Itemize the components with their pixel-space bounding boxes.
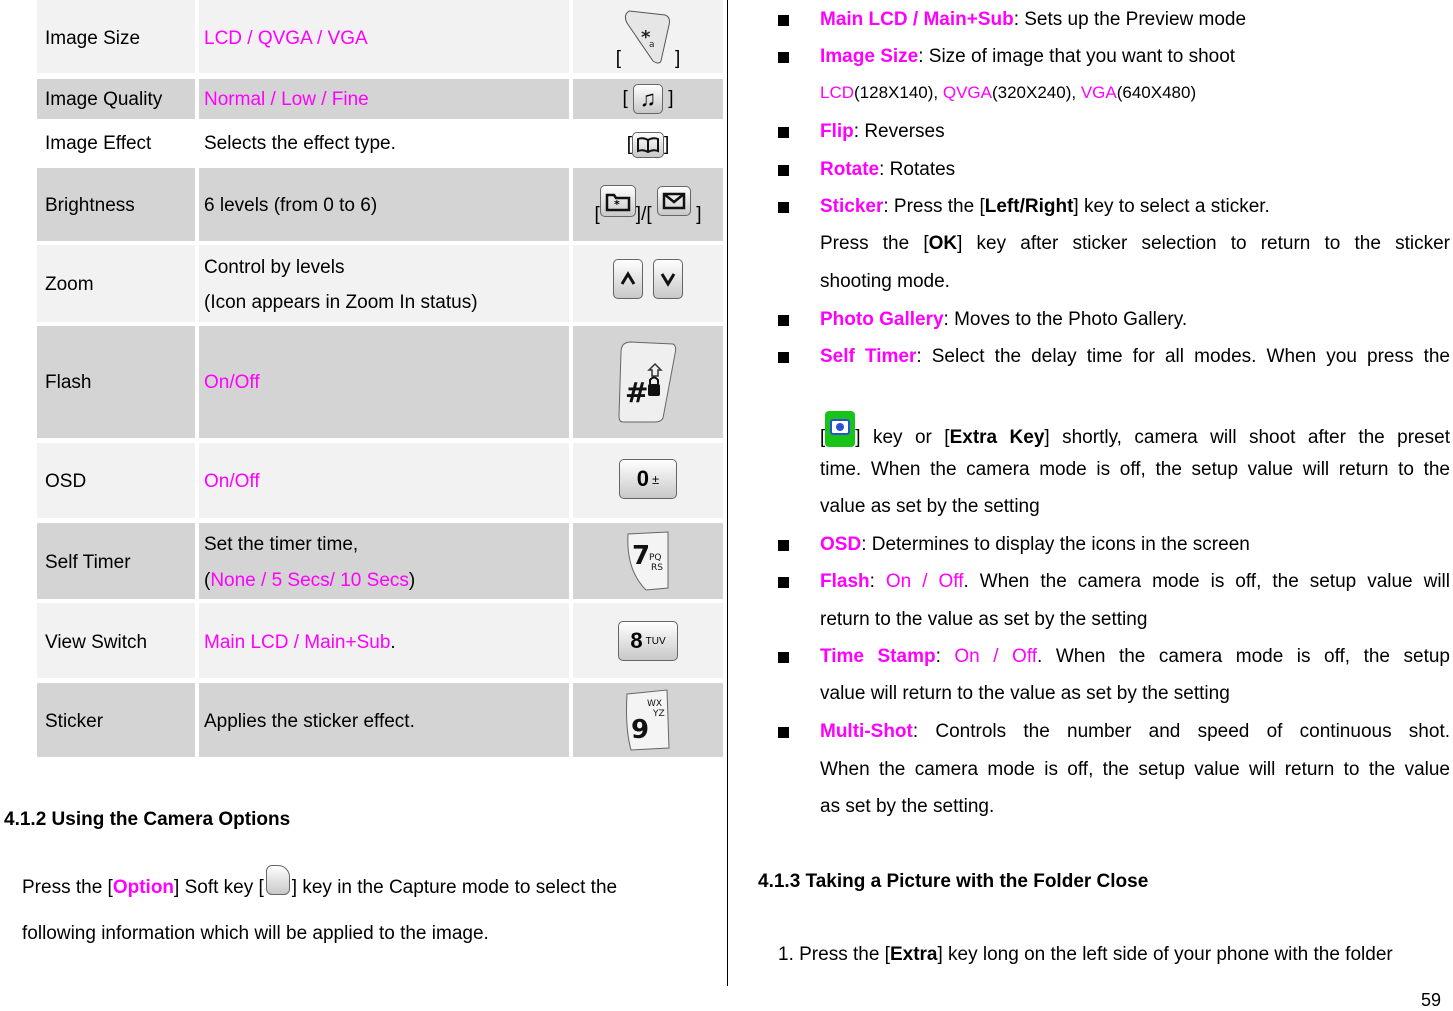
option-name: OSD [45,471,87,492]
svg-text:9: 9 [631,715,650,745]
bullet-icon [778,15,789,26]
table-row [37,443,723,518]
option-desc-line1: Control by levels [204,257,345,278]
bullet-icon [778,540,789,551]
item-image-size-values: LCD(128X140), QVGA(320X240), VGA(640X480) [820,83,1197,102]
folder-key-icon [600,185,636,217]
svg-text:a: a [649,40,655,50]
svg-text:RS: RS [651,563,663,573]
table-row [37,326,723,438]
item-main-lcd: Main LCD / Main+Sub: Sets up the Preview mode [820,9,1247,30]
down-arrow-icon [653,259,683,299]
brightness-key-icons: [ * ]/[ ] [573,176,723,226]
section-heading-4-1-2: 4.1.2 Using the Camera Options [4,809,291,830]
star-key-icon: [ * a ] [573,4,723,70]
zero-key-icon: 0 ± [573,459,723,499]
hash-lock-key-icon [573,340,723,424]
item-multi-shot-line3: as set by the setting. [820,796,995,817]
table-row [37,0,723,73]
option-name: Self Timer [45,552,131,573]
envelope-key-icon [657,186,691,216]
svg-text:#: # [625,376,649,409]
option-name: View Switch [45,632,148,653]
bullet-icon [778,727,789,738]
item-sticker-line3: shooting mode. [820,271,950,292]
seven-key-icon [573,530,723,592]
svg-text:WX: WX [647,699,663,709]
option-name: Image Effect [45,133,152,154]
option-desc: Normal / Low / Fine [204,89,369,110]
bullet-icon [778,352,789,363]
item-sticker: Sticker: Press the [Left/Right] key to select a sticker. [820,196,1270,217]
section-heading-4-1-3: 4.1.3 Taking a Picture with the Folder Close [758,871,1149,892]
option-name: Image Size [45,28,141,49]
item-time-stamp: Time Stamp: On / Off. When the camera mode is off, the setup [820,646,1450,667]
table-row [37,79,723,119]
table-row [37,523,723,599]
option-name: Flash [45,372,92,393]
eight-key-icon: 8 TUV [573,620,723,662]
item-self-timer-line3: time. When the camera mode is off, the setup value will return to the [820,459,1450,480]
nine-key-icon [573,688,723,752]
option-desc: On/Off [204,372,260,393]
svg-text:*: * [641,27,651,48]
bullet-icon [778,652,789,663]
bullet-icon [778,165,789,176]
bullet-icon [778,202,789,213]
music-key-icon: [ ♫ ] [573,82,723,116]
option-desc: Selects the effect type. [204,133,396,154]
page-number: 59 [1420,990,1441,1010]
item-self-timer: Self Timer: Select the delay time for all modes. When you press the [820,346,1450,367]
bullet-icon [778,315,789,326]
soft-key-icon [266,865,290,895]
svg-text:YZ: YZ [653,709,665,719]
item-multi-shot-line2: When the camera mode is off, the setup value will return to the value [820,759,1450,780]
up-arrow-icon [613,259,643,299]
bullet-icon [778,52,789,63]
svg-text:*: * [613,198,620,211]
instructions-line2: following information which will be applied to the image. [22,923,489,944]
item-multi-shot: Multi-Shot: Controls the number and speed of continuous shot. [820,721,1450,742]
table-row [37,245,723,322]
svg-text:7: 7 [632,541,651,571]
item-photo-gallery: Photo Gallery: Moves to the Photo Gallery. [820,309,1188,330]
svg-text:PQ: PQ [649,553,662,563]
option-desc-line1: Set the timer time, [204,534,359,555]
table-row [37,683,723,757]
option-name: Zoom [45,274,94,295]
option-desc: LCD / QVGA / VGA [204,28,368,49]
item-self-timer-line2: [ ] key or [Extra Key] shortly, camera will shoot after the preset [820,411,1450,449]
column-divider [727,0,728,986]
option-name: Sticker [45,711,104,732]
option-name: Brightness [45,195,135,216]
item-flash-line2: return to the value as set by the setting [820,609,1148,630]
book-key-icon: [ ] [573,128,723,162]
option-desc-line2: (None / 5 Secs/ 10 Secs) [204,570,416,591]
instructions-line1: Press the [Option] Soft key [ ] key in the Capture mode to select the [22,873,692,903]
camera-key-icon [825,411,855,447]
item-osd: OSD: Determines to display the icons in the screen [820,534,1250,555]
option-desc: Main LCD / Main+Sub. [204,632,396,653]
table-row [37,168,723,241]
option-desc: On/Off [204,471,260,492]
item-sticker-line2: Press the [OK] key after sticker selection to return to the sticker [820,233,1451,254]
table-row [37,123,723,163]
option-desc-line2: (Icon appears in Zoom In status) [204,292,478,313]
item-image-size: Image Size: Size of image that you want to shoot [820,46,1236,67]
item-flash: Flash: On / Off. When the camera mode is off, the setup value will [820,571,1450,592]
item-time-stamp-line2: value will return to the value as set by the setting [820,683,1230,704]
table-row [37,603,723,678]
step-1: 1. Press the [Extra] key long on the left side of your phone with the folder [778,944,1393,965]
option-name: Image Quality [45,89,163,110]
bullet-icon [778,127,789,138]
zoom-keys [573,257,723,301]
option-desc: 6 levels (from 0 to 6) [204,195,378,216]
bullet-icon [778,577,789,588]
option-desc: Applies the sticker effect. [204,711,415,732]
item-self-timer-line4: value as set by the setting [820,496,1040,517]
item-flip: Flip: Reverses [820,121,945,142]
item-rotate: Rotate: Rotates [820,159,956,180]
